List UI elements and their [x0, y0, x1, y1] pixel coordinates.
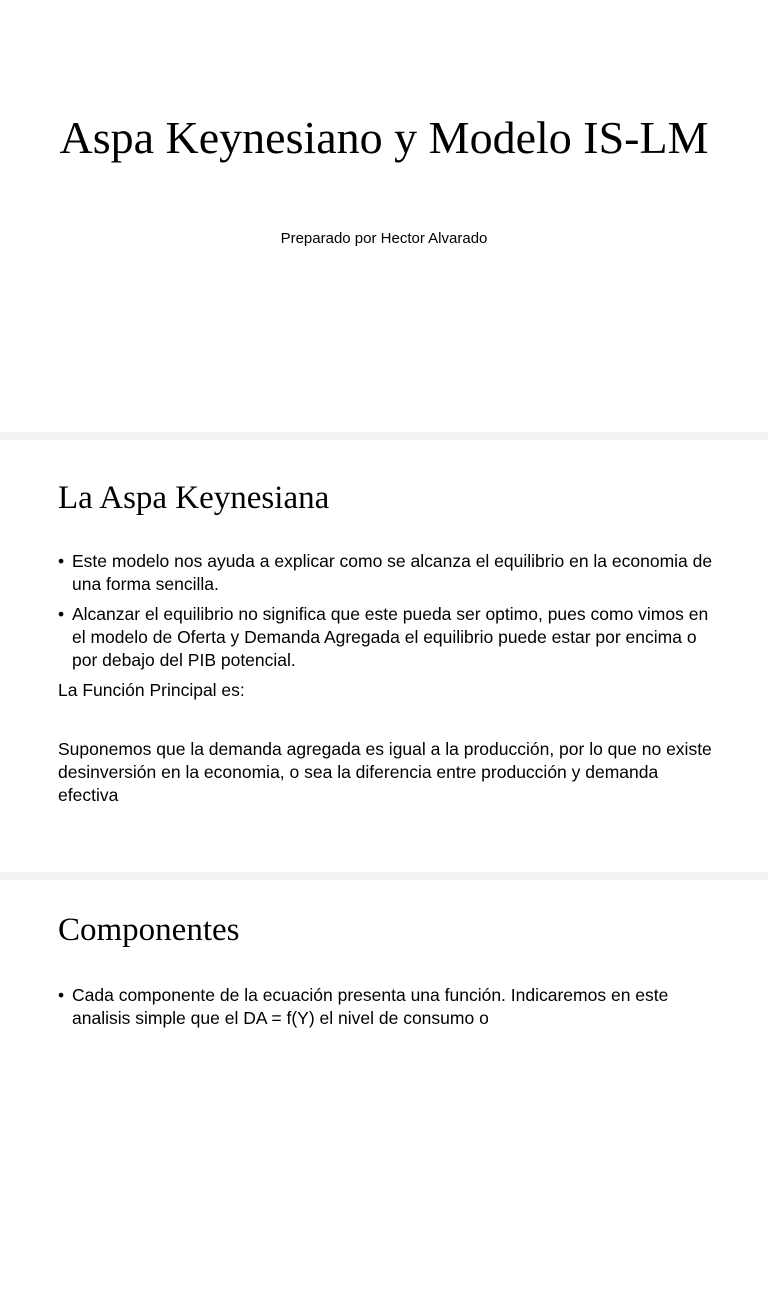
title-slide	[0, 0, 768, 432]
slide-divider	[0, 872, 768, 880]
bullet-icon: •	[58, 551, 65, 571]
content-slide-componentes	[0, 880, 768, 1312]
bullet-text: Alcanzar el equilibrio no significa que este pueda ser optimo, pues como vimos en el modelo de Oferta y Demanda Agregada el equilibrio puede estar por encima o por debajo del PIB potencial.	[72, 604, 709, 670]
bullet-list	[58, 550, 718, 672]
bullet-icon: •	[58, 985, 65, 1005]
bullet-list	[58, 984, 718, 1030]
assumption-paragraph: Suponemos que la demanda agregada es igual a la producción, por lo que no existe desinversión en la economia, o sea la diferencia entre producción y demanda efectiva	[58, 739, 712, 805]
presentation-subtitle: Preparado por Hector Alvarado	[280, 230, 488, 247]
slide-heading: Componentes	[58, 912, 240, 948]
bullet-item	[58, 603, 718, 672]
equation-placeholder	[58, 702, 718, 726]
function-label: La Función Principal es:	[58, 680, 245, 700]
slide-body	[58, 984, 718, 1037]
bullet-text: Cada componente de la ecuación presenta una función. Indicaremos en este analisis simple que el DA = f(Y) el nivel de consumo o	[72, 985, 669, 1028]
content-slide-aspa	[0, 440, 768, 872]
presentation-title: Aspa Keynesiano y Modelo IS-LM	[59, 112, 709, 163]
bullet-item	[58, 984, 718, 1030]
bullet-icon: •	[58, 604, 65, 624]
bullet-item	[58, 550, 718, 596]
slide-body	[58, 550, 718, 807]
slide-heading: La Aspa Keynesiana	[58, 480, 330, 516]
bullet-text: Este modelo nos ayuda a explicar como se alcanza el equilibrio en la economia de una forma sencilla.	[72, 551, 713, 594]
slide-divider	[0, 432, 768, 440]
